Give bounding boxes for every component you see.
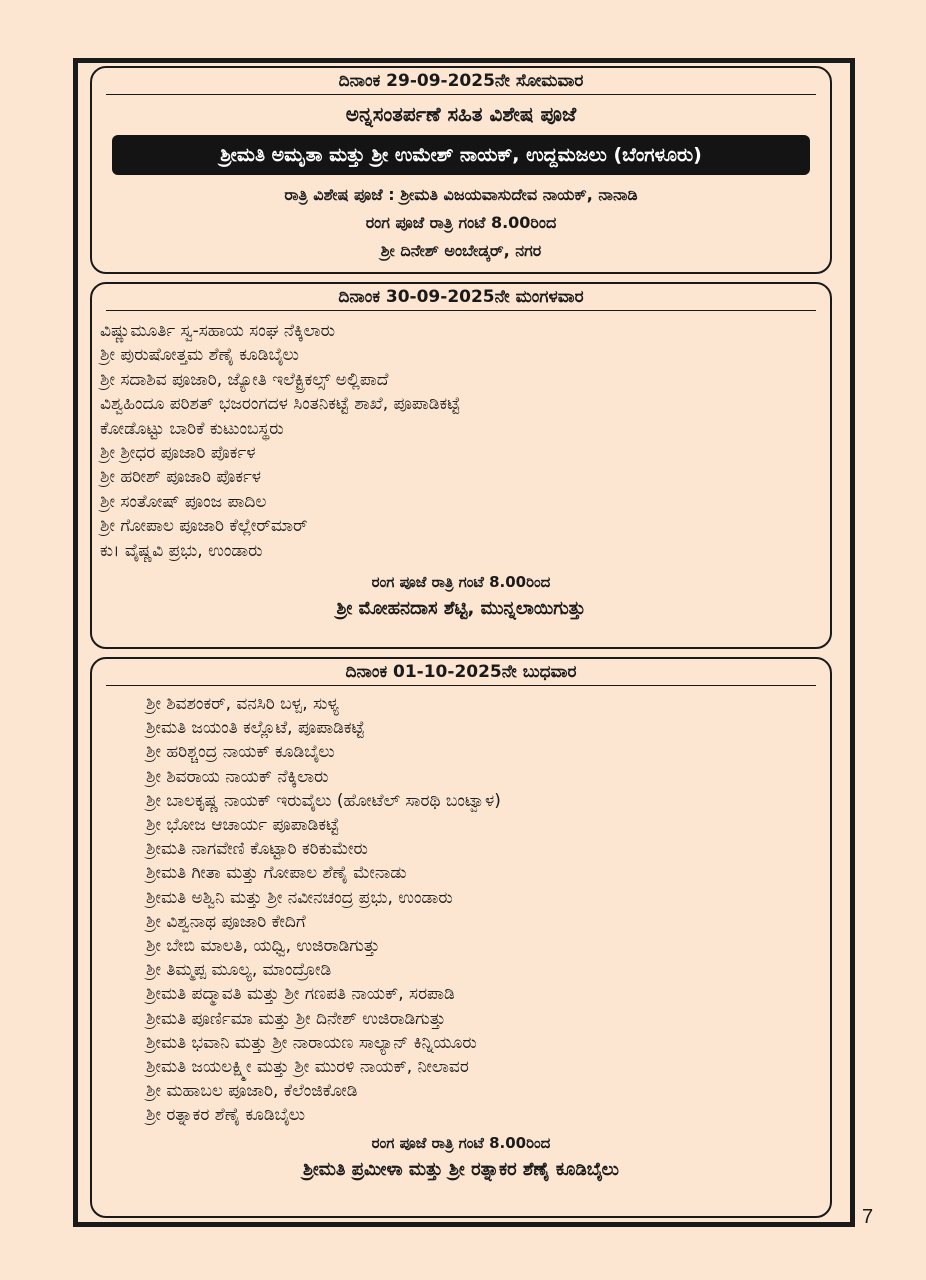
list-item: ಶ್ರೀಮತಿ ಪದ್ಮಾವತಿ ಮತ್ತು ಶ್ರೀ ಗಣಪತಿ ನಾಯಕ್, ಸರಪಾಡಿ — [146, 984, 455, 1005]
page-number: 7 — [862, 1206, 874, 1228]
list-item: ಶ್ರೀ ಗೋಪಾಲ ಪೂಜಾರಿ ಕೆಲ್ಲೇರ್‌ಮಾರ್ — [100, 516, 308, 537]
schedule-box-day2 — [90, 282, 832, 649]
list-item: ಶ್ರೀ ಮಹಾಬಲ ಪೂಜಾರಿ, ಕೆಲೆಂಜಿಕೋಡಿ — [146, 1081, 358, 1102]
ranga-puja-sponsor: ಶ್ರೀ ಮೋಹನದಾಸ ಶೆಟ್ಟಿ, ಮುನ್ನಲಾಯಿಗುತ್ತು — [336, 598, 586, 620]
list-item: ಶ್ರೀ ಹರೀಶ್ ಪೂಜಾರಿ ಪೊರ್ಕಳ — [100, 467, 262, 488]
list-item: ಶ್ರೀ ಶಿವಶಂಕರ್, ವನಸಿರಿ ಬಳ್ಪ, ಸುಳ್ಯ — [146, 694, 340, 714]
list-item: ಶ್ರೀಮತಿ ಜಯಲಕ್ಷ್ಮೀ ಮತ್ತು ಶ್ರೀ ಮುರಳಿ ನಾಯಕ್, ನೀಲಾವರ — [146, 1057, 469, 1078]
list-item: ಶ್ರೀ ಪುರುಷೋತ್ತಮ ಶೆಣೈ ಕೂಡಿಬೈಲು — [100, 345, 299, 366]
sponsor-list — [92, 692, 830, 1128]
date-heading: ದಿನಾಂಕ 29-09-2025ನೇ ಸೋಮವಾರ — [106, 68, 816, 95]
list-item: ಶ್ರೀಮತಿ ಭವಾನಿ ಮತ್ತು ಶ್ರೀ ನಾರಾಯಣ ಸಾಲ್ಯಾನ್ ಕಿನ್ನಿಯೂರು — [146, 1032, 477, 1053]
list-item: ಶ್ರೀಮತಿ ನಾಗವೇಣಿ ಕೊಟ್ಟಾರಿ ಕರಿಕುಮೇರು — [146, 839, 368, 860]
night-puja-line: ರಾತ್ರಿ ವಿಶೇಷ ಪೂಜೆ : ಶ್ರೀಮತಿ ವಿಜಯವಾಸುದೇವ ನಾಯಕ್, ನಾನಾಡಿ — [284, 185, 638, 204]
list-item: ಕೋಡೊಟ್ಟು ಬಾರಿಕೆ ಕುಟುಂಬಸ್ಥರು — [100, 418, 284, 439]
list-item: ವಿಷ್ಣುಮೂರ್ತಿ ಸ್ವ-ಸಹಾಯ ಸಂಘ ನೆಕ್ಕಿಲಾರು — [100, 321, 336, 341]
list-item: ಶ್ರೀ ರತ್ನಾಕರ ಶೆಣೈ ಕೂಡಿಬೈಲು — [146, 1105, 306, 1126]
sponsor-banner: ಶ್ರೀಮತಿ ಅಮೃತಾ ಮತ್ತು ಶ್ರೀ ಉಮೇಶ್ ನಾಯಕ್, ಉದ್ದಮಜಲು (ಬೆಂಗಳೂರು) — [112, 135, 810, 175]
list-item: ಶ್ರೀ ಹರಿಶ್ಚಂದ್ರ ನಾಯಕ್ ಕೂಡಿಬೈಲು — [146, 742, 335, 763]
ranga-puja-time: ರಂಗ ಪೂಜೆ ರಾತ್ರಿ ಗಂಟೆ 8.00ರಿಂದ — [371, 573, 551, 592]
date-heading: ದಿನಾಂಕ 30-09-2025ನೇ ಮಂಗಳವಾರ — [106, 284, 816, 311]
list-item: ಶ್ರೀ ಶಿವರಾಯ ನಾಯಕ್ ನೆಕ್ಕಿಲಾರು — [146, 766, 329, 787]
schedule-box-day1 — [90, 66, 832, 274]
event-title: ಅನ್ನಸಂತರ್ಪಣೆ ಸಹಿತ ವಿಶೇಷ ಪೂಜೆ — [345, 102, 577, 126]
list-item: ಶ್ರೀ ಬಾಲಕೃಷ್ಣ ನಾಯಕ್ ಇರುವೈಲು (ಹೋಟೆಲ್ ಸಾರಥಿ ಬಂಟ್ವಾಳ) — [146, 790, 501, 811]
date-heading: ದಿನಾಂಕ 01-10-2025ನೇ ಬುಧವಾರ — [106, 659, 816, 686]
list-item: ಶ್ರೀಮತಿ ಅಶ್ವಿನಿ ಮತ್ತು ಶ್ರೀ ನವೀನಚಂದ್ರ ಪ್ರಭು, ಉಂಡಾರು — [146, 887, 453, 908]
sponsor-list — [92, 319, 830, 563]
list-item: ಶ್ರೀ ಬೇಬಿ ಮಾಲತಿ, ಯಧ್ವಿ, ಉಜಿರಾಡಿಗುತ್ತು — [146, 936, 380, 957]
list-item: ಶ್ರೀಮತಿ ಜಯಂತಿ ಕಲ್ಲೊಟೆ, ಪೂಪಾಡಿಕಟ್ಟೆ — [146, 718, 365, 739]
list-item: ಶ್ರೀ ಸಂತೋಷ್ ಪೂಂಜ ಪಾದಿಲ — [100, 491, 267, 512]
list-item: ಕು। ವೈಷ್ಣವಿ ಪ್ರಭು, ಉಂಡಾರು — [100, 540, 263, 561]
list-item: ವಿಶ್ವಹಿಂದೂ ಪರಿಶತ್ ಭಜರಂಗದಳ ಸಿಂತನಿಕಟ್ಟೆ ಶಾಖೆ, ಪೂಪಾಡಿಕಟ್ಟೆ — [100, 394, 461, 415]
list-item: ಶ್ರೀಮತಿ ಪೂರ್ಣಿಮಾ ಮತ್ತು ಶ್ರೀ ದಿನೇಶ್ ಉಜಿರಾಡಿಗುತ್ತು — [146, 1008, 446, 1029]
ranga-puja-time: ರಂಗ ಪೂಜೆ ರಾತ್ರಿ ಗಂಟೆ 8.00ರಿಂದ — [371, 1133, 551, 1152]
list-item: ಶ್ರೀ ಭೋಜ ಆಚಾರ್ಯ ಪೂಪಾಡಿಕಟ್ಟೆ — [146, 815, 340, 836]
list-item: ಶ್ರೀ ವಿಶ್ವನಾಥ ಪೂಜಾರಿ ಕೇದಿಗೆ — [146, 911, 306, 932]
schedule-box-day3 — [90, 657, 832, 1218]
list-item: ಶ್ರೀ ಶ್ರೀಧರ ಪೂಜಾರಿ ಪೊರ್ಕಳ — [100, 443, 256, 464]
list-item: ಶ್ರೀಮತಿ ಗೀತಾ ಮತ್ತು ಗೋಪಾಲ ಶೆಣೈ ಮೇನಾಡು — [146, 863, 407, 884]
list-item: ಶ್ರೀ ಸದಾಶಿವ ಪೂಜಾರಿ, ಜ್ಯೋತಿ ಇಲೆಕ್ಟ್ರಿಕಲ್ಸ್ ಅಲ್ಲಿಪಾದೆ — [100, 369, 389, 390]
list-item: ಶ್ರೀ ತಿಮ್ಮಪ್ಪ ಮೂಲ್ಯ, ಮಾಂದ್ರೋಡಿ — [146, 960, 332, 981]
ranga-puja-time: ರಂಗ ಪೂಜೆ ರಾತ್ರಿ ಗಂಟೆ 8.00ರಿಂದ — [365, 213, 557, 232]
ranga-puja-sponsor: ಶ್ರೀ ದಿನೇಶ್ ಅಂಬೇಡ್ಕರ್, ನಗರ — [380, 241, 542, 260]
ranga-puja-sponsor: ಶ್ರೀಮತಿ ಪ್ರಮೀಳಾ ಮತ್ತು ಶ್ರೀ ರತ್ನಾಕರ ಶೆಣೈ ಕೂಡಿಬೈಲು — [302, 1158, 620, 1180]
